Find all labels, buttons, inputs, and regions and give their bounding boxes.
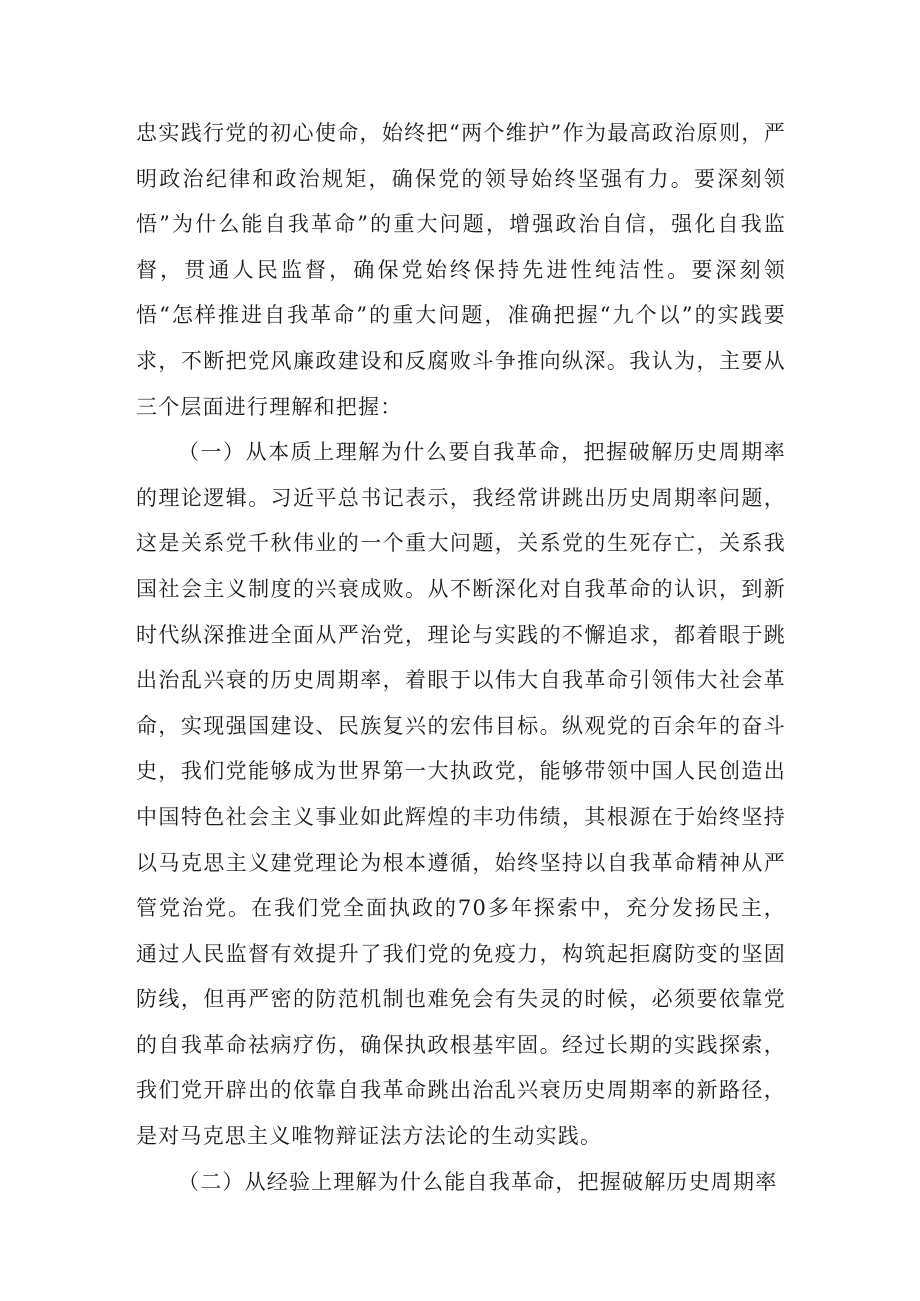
paragraph-section-two: （二）从经验上理解为什么能自我革命，把握破解历史周期率 bbox=[178, 1169, 778, 1194]
paragraph-section-one: （一）从本质上理解为什么要自我革命，把握破解历史周期率的理论逻辑。习近平总书记表示，我经常讲跳出历史周期率问题，这是关系党千秋伟业的一个重大问题，关系党的生死存亡，关系我国社会主义制度的兴衰成败。从不断深化对自我革命的认识，到新时代纵深推进全面从严治党，理论与实践的不懈追求，都着眼于跳出治乱兴衰的历史周期率，着眼于以伟大自我革命引领伟大社会革命，实现强国建设、民族复兴的宏伟目标。纵观党的百余年的奋斗史，我们党能够成为世界第一大执政党，能够带领中国人民创造出中国特色社会主义事业如此辉煌的丰功伟绩，其根源在于始终坚持以马克思主义建党理论为根本遵循，始终坚持以自我革命精神从严管党治党。在我们党全面执政的70多年探索中，充分发扬民主，通过人民监督有效提升了我们党的免疫力，构筑起拒腐防变的坚固防线，但再严密的防范机制也难免会有失灵的时候，必须要依靠党的自我革命祛病疗伤，确保执政根基牢固。经过长期的实践探索，我们党开辟出的依靠自我革命跳出治乱兴衰历史周期率的新路径，是对马克思主义唯物辩证法方法论的生动实践。 bbox=[136, 440, 786, 1149]
document-body bbox=[136, 111, 786, 1205]
paragraph-intro: 忠实践行党的初心使命，始终把“两个维护”作为最高政治原则，严明政治纪律和政治规矩，确保党的领导始终坚强有力。要深刻领悟”为什么能自我革命”的重大问题，增强政治自信，强化自我监督，贯通人民监督，确保党始终保持先进性纯洁性。要深刻领悟“怎样推进自我革命”的重大问题，准确把握“九个以”的实践要求，不断把党风廉政建设和反腐败斗争推向纵深。我认为，主要从三个层面进行理解和把握： bbox=[136, 121, 786, 419]
